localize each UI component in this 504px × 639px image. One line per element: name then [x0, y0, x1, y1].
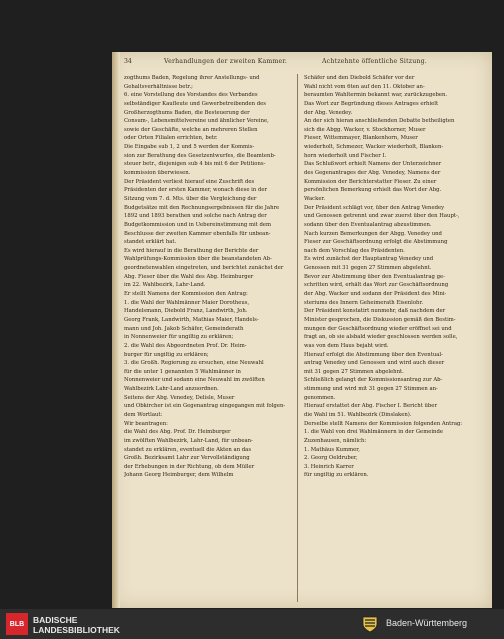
running-header [122, 58, 482, 70]
text-line: 1892 und 1893 berathen und solche nach Antrag der [124, 213, 267, 220]
text-line: Georg Frank, Landwirth, Mathias Maier, Handels- [124, 316, 259, 323]
text-line: 1. Mathäus Kummer, [304, 446, 360, 453]
book-page [112, 52, 492, 608]
text-line: wiederholt, Schmezer, Wacker wiederholt, Blanken- [304, 144, 444, 151]
text-line: Beschlusse der zweiten Kammer ebenfalls für unbean- [124, 230, 271, 237]
text-line: selbständiger Kaufleute und Gewerbetreibenden des [124, 100, 267, 107]
text-line: Schließlich gelangt der Kommissionsantrag zur Ab- [304, 377, 443, 384]
text-line: burger für ungiltig zu erklären; [124, 351, 209, 358]
text-line: steuer betr., diejenigen sub 4 bis mit 6 der Petitions- [124, 161, 266, 168]
text-line: im zwölften Wahlbezirk, Lahr-Land, für unbean- [124, 437, 253, 444]
left-text-column [124, 74, 292, 604]
text-line: Der Präsident schlägt vor, über den Antrag Venedey [304, 204, 445, 211]
header-title-right: Achtzehnte öffentliche Sitzung. [322, 58, 427, 65]
text-line: sich die Abgg. Wacker, v. Stockhorner, Muser [304, 126, 426, 133]
text-line: horn wiederholt und Fischer I. [304, 152, 387, 159]
text-line: Seitens der Abg. Venedey, Delisle, Muser [124, 394, 235, 401]
text-line: 1. die Wahl der Wahlmänner Maier Dorotheus, [124, 299, 250, 306]
text-line: mit 31 gegen 27 Stimmen abgelehnt. [304, 368, 404, 375]
text-line: standet erklärt hat. [124, 239, 177, 246]
text-line: Das Wort zur Begründung dieses Antrages erhielt [304, 100, 439, 107]
text-line: Wir beantragen: [124, 420, 168, 427]
text-line: was von dem Haus bejaht wird. [304, 342, 389, 349]
text-line: fragt an, ob sie alsbald wieder geschlossen werden solle, [304, 334, 458, 341]
blb-logo[interactable]: BLB [6, 613, 28, 635]
text-line: sion zur Berathung des Gesetzentwurfes, die Beamtenb- [124, 152, 276, 159]
text-line: Minister gesprochen, die Diskussion gemäß den Bestim- [304, 316, 456, 323]
text-line: Johann Georg Heimburger, dem Wilhelm [124, 472, 234, 479]
text-line: Consum-, Lebensmittelvereine und ähnlicher Vereine, [124, 118, 269, 125]
text-line: Bevor zur Abstimmung über den Eventualantrag ge- [304, 273, 445, 280]
text-line: 6. eine Vorstellung des Vorstandes des Verbandes [124, 92, 258, 99]
text-line: Großh. Bezirksamt Lahr zur Vervollständigung [124, 455, 250, 462]
text-line: Fieser zur Geschäftsordnung erfolgt die Abstimmung [304, 239, 448, 246]
page-number: 34 [124, 58, 132, 65]
text-line: Hierauf erstattet der Abg. Fischer I. Bericht über [304, 403, 437, 410]
text-line: beraumten Wahltermin bekannt war, zurückzugeben. [304, 92, 448, 99]
text-line: Kommission der Berichterstatter Fieser. Zu einer [304, 178, 437, 185]
text-line: Genossen mit 31 gegen 27 Stimmen abgelehnt. [304, 265, 432, 272]
text-line: genommen. [304, 394, 336, 401]
text-line: Sitzung vom 7. d. Mts. über die Vergleichung der [124, 195, 257, 202]
library-name-line-2: LANDESBIBLIOTHEK [33, 625, 120, 635]
text-line: sodann über den Eventualantrag abzustimmen. [304, 221, 432, 228]
text-line: und Obkircher ist ein Gegenantrag eingegangen mit folgen- [124, 403, 286, 410]
text-line: Wahlbezirk Lahr-Land anzuordnen. [124, 386, 219, 393]
text-line: 1. die Wahl von drei Wahlmännern in der Gemeinde [304, 429, 443, 436]
text-line: Es wird hierauf in die Berathung der Berichte der [124, 247, 259, 254]
text-line: Nonnenweier und sodann eine Neuwahl im zwölften [124, 377, 265, 384]
text-line: 2. die Wahl des Abgeordneten Prof. Dr. Heim- [124, 342, 247, 349]
text-line: Großherzogthums Baden, die Besteuerung der [124, 109, 250, 116]
text-line: Derselbe stellt Namens der Kommission folgenden Antrag: [304, 420, 463, 427]
text-line: Das Schlußwort erhielt Namens der Unterzeichner [304, 161, 442, 168]
text-line: die Wahl des Abg. Prof. Dr. Heimburger [124, 429, 231, 436]
footer-bar [0, 609, 504, 639]
text-line: Schäfer und den Diebold Schäfer vor der [304, 75, 415, 81]
text-line: für ungiltig zu erklären. [304, 472, 369, 479]
text-line: Handelsmann, Diebold Franz, Landwirth, Joh. [124, 308, 248, 315]
text-line: Der Präsident verliest hierauf eine Zuschrift des [124, 178, 255, 185]
text-line: Hierauf erfolgt die Abstimmung über den Eventual- [304, 351, 443, 358]
text-line: 3. Heinrich Karrer [304, 463, 354, 470]
text-line: mungen der Geschäftsordnung wieder eröffnet sei und [304, 325, 452, 332]
text-line: stimmung und wird mit 31 gegen 27 Stimmen an- [304, 386, 438, 393]
text-line: steriums des Innern Geheimerath Eisenlohr. [304, 299, 424, 306]
text-line: nach dem Vorschlag des Präsidenten. [304, 247, 405, 254]
text-line: Budgetkommission und in Uebereinstimmung mit dem [124, 221, 272, 228]
text-line: Präsidenten der ersten Kammer, wonach diese in der [124, 187, 268, 194]
text-line: im 22. Wahlbezirk, Lahr-Land. [124, 282, 206, 289]
text-line: des Gegenantrages der Abg. Venedey, Namens der [304, 170, 441, 177]
text-line: sowie der Geschäfte, welche an mehreren Stellen [124, 126, 258, 133]
text-line: schritten wird, erhält das Wort zur Geschäftsordnung [304, 282, 449, 289]
text-line: Zuzenhausen, nämlich: [304, 437, 367, 444]
text-line: und Genossen getrennt und zwar zuerst über den Haupt-, [304, 213, 460, 220]
text-line: der Erhebungen in der Richtung, ob dem Müller [124, 463, 255, 470]
state-crest-icon [360, 614, 380, 634]
text-line: Fieser, Wittemmayer, Blankenhorn, Muser [304, 135, 418, 142]
text-line: Der Präsident konstatirt nunmehr, daß nachdem der [304, 308, 446, 315]
text-line: standet zu erklären, eventuell die Akten an das [124, 446, 252, 453]
state-name[interactable]: Baden-Württemberg [386, 618, 468, 628]
text-line: Wahl nicht vom 6ten auf den 11. Oktober an- [304, 83, 425, 90]
text-line: der Abg. Wacker und sodann der Präsident des Mini- [304, 291, 447, 298]
text-line: Abg. Fieser über die Wahl des Abg. Heimburger [124, 273, 254, 280]
text-line: Nach kurzen Bemerkungen der Abgg. Venedey und [304, 230, 442, 237]
library-name-line-1: BADISCHE [33, 615, 78, 625]
text-line: Er stellt Namens der Kommission den Antrag: [124, 291, 248, 298]
text-line: geordnetenwahlen eingetreten, und berichtet zunächst der [124, 265, 284, 272]
text-line: antrag Venedey und Genossen und wird auch dieser [304, 360, 445, 367]
text-line: Wahlprüfungs-Kommission über die beanstandeten Ab- [124, 256, 272, 263]
text-line: Die Eingabe sub 1, 2 und 5 werden der Kommis- [124, 144, 255, 151]
library-name[interactable] [33, 615, 120, 635]
text-line: Es wird zunächst der Hauptantrag Venedey und [304, 256, 434, 263]
text-line: mann und Joh. Jakob Schäfer, Gemeinderath [124, 325, 244, 332]
text-line: kommission überwiesen. [124, 170, 191, 177]
text-line: 3. die Großh. Regierung zu ersuchen, eine Neuwahl [124, 360, 264, 367]
right-text-column [304, 74, 472, 604]
text-line: persönlichen Bemerkung erhielt das Wort der Abg. [304, 187, 442, 194]
text-line: Budgetsätze mit den Rechnungsergebnissen für die Jahre [124, 204, 280, 211]
text-line: oder Orten Filialen errichten, betr. [124, 135, 218, 142]
text-line: zogthums Baden, Regelung ihrer Anstellungs- und [124, 75, 260, 81]
header-title-left: Verhandlungen der zweiten Kammer. [164, 58, 288, 65]
column-divider [297, 74, 298, 602]
text-line: Wacker. [304, 195, 326, 202]
text-line: die Wahl im 51. Wahlbezirk (Dinslaken). [304, 411, 412, 418]
text-line: An der sich hieran anschließenden Debatte betheiligten [304, 118, 455, 125]
text-line: für die unter 1 genannten 5 Wahlmänner in [124, 368, 241, 375]
text-line: der Abg. Venedey. [304, 109, 353, 116]
text-line: 2. Georg Oeldruber, [304, 455, 358, 462]
text-line: in Nonnenweier für ungiltig zu erklären; [124, 334, 234, 341]
text-line: Gehaltsverhältnisse betr.; [124, 83, 193, 90]
text-line: dem Wortlaut: [124, 411, 163, 418]
